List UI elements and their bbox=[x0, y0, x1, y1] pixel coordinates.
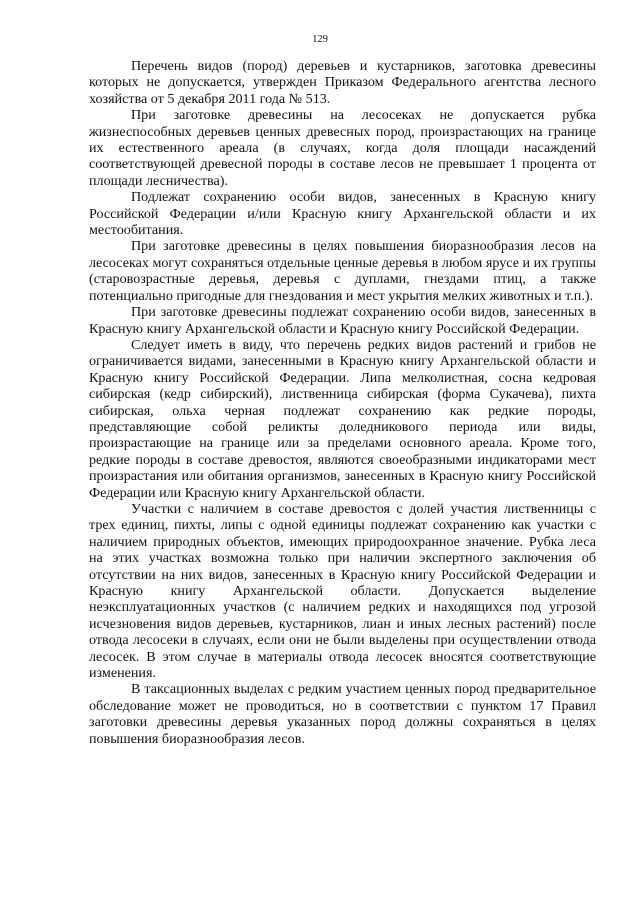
document-body bbox=[89, 58, 596, 747]
paragraph-red-book-specimens: При заготовке древесины подлежат сохранению особи видов, занесенных в Красную книгу Архангельской области и Красную книгу Российской Федерации. bbox=[89, 304, 596, 337]
paragraph-conservation-areas: Участки с наличием в составе древостоя с долей участия лиственницы с трех единиц, пихты, липы с одной единицы подлежат сохранению как участки с наличием природных объектов, имеющих природоохранное значение. Рубка леса на этих участках возможна только при наличии экспертного заключения об отсутствии на них видов, занесенных в Красную книгу Российской Федерации и Красную книгу Архангельской области. Допускается выделение неэксплуатационных участков (с наличием редких и находящихся под угрозой исчезновения видов деревьев, кустарников, лиан и иных лесных растений) после отвода лесосеки в случаях, если они не были выделены при осуществлении отвода лесосек. В этом случае в материалы отвода лесосек вносятся соответствующие изменения. bbox=[89, 500, 596, 682]
paragraph-red-book-preservation: Подлежат сохранению особи видов, занесенных в Красную книгу Российской Федерации и/или Красную книгу Архангельской области и их местообитания. bbox=[89, 189, 596, 239]
paragraph-taxation-plots: В таксационных выделах с редким участием ценных пород предварительное обследование может не проводиться, но в соответствии с пунктом 17 Правил заготовки древесины деревья указанных пород должны сохраняться в целях повышения биоразнообразия лесов. bbox=[89, 681, 596, 747]
paragraph-biodiversity-trees: При заготовке древесины в целях повышения биоразнообразия лесов на лесосеках могут сохраняться отдельные ценные деревья в любом ярусе и их группы (старовозрастные деревья, деревья с дуплами, гнездами птиц, а также потенциально пригодные для гнездования и мест укрытия мелких животных и т.п.). bbox=[89, 238, 596, 304]
paragraph-rare-species-list: Перечень видов (пород) деревьев и кустарников, заготовка древесины которых не допускается, утвержден Приказом Федерального агентства лесного хозяйства от 5 декабря 2011 года № 513. bbox=[89, 58, 596, 107]
page-number: 129 bbox=[312, 34, 328, 45]
paragraph-valuable-species-border: При заготовке древесины на лесосеках не допускается рубка жизнеспособных деревьев ценных древесных пород, произрастающих на границе их естественного ареала (в случаях, когда доля площади насаждений соответствующей древесной породы в составе лесов не превышает 1 процента от площади лесничества). bbox=[89, 107, 596, 189]
paragraph-rare-species-note: Следует иметь в виду, что перечень редких видов растений и грибов не ограничивается видами, занесенными в Красную книгу Архангельской области и Красную книгу Российской Федерации. Липа мелколистная, сосна кедровая сибирская (кедр сибирский), лиственница сибирская (форма Сукачева), пихта сибирская, ольха черная подлежат сохранению как редкие породы, представляющие собой реликты доледникового периода или виды, произрастающие на границе или за пределами основного ареала. Кроме того, редкие породы в составе древостоя, являются своеобразными индикаторами мест произрастания или обитания организмов, занесенных в Красную книгу Российской Федерации или Красную книгу Архангельской области. bbox=[89, 336, 596, 501]
